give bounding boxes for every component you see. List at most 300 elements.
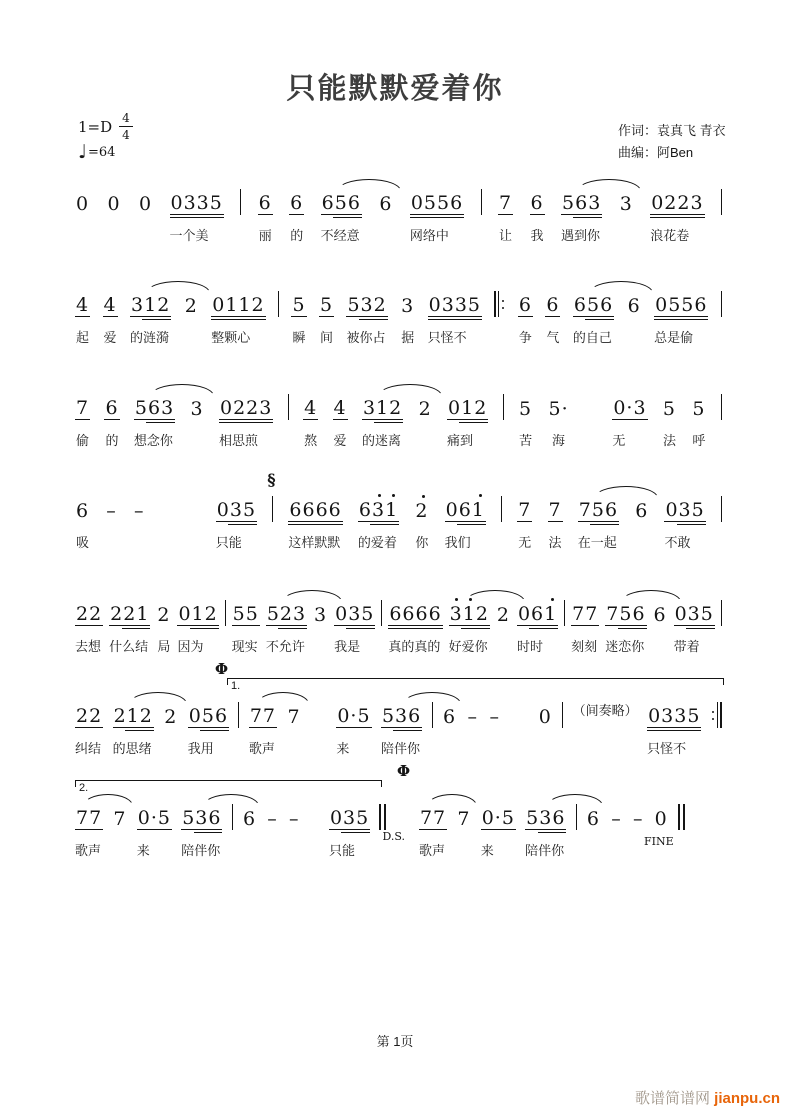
coda-icon: Φ (397, 762, 411, 780)
note-digits: 035 (665, 499, 705, 521)
note-token (647, 705, 701, 756)
lyric-text: 想念你 (133, 433, 173, 448)
second-underline (459, 422, 488, 423)
watermark (635, 1087, 780, 1108)
note-token (357, 499, 399, 550)
note-digits: 0 (139, 193, 153, 215)
spacer (510, 727, 528, 728)
lyric-text: 相思煎 (218, 433, 258, 448)
note-token (75, 397, 90, 448)
volta-label: 2. (79, 782, 89, 794)
lyric-text: 局 (157, 639, 171, 654)
double-barline (379, 804, 406, 843)
note-digits: 0 (538, 706, 552, 728)
note-token (498, 192, 513, 243)
lyric-text: 爱 (103, 330, 117, 345)
note-token (286, 706, 301, 728)
note-token (577, 499, 619, 550)
note-token (190, 398, 205, 420)
note-digits: 4 (333, 397, 347, 419)
octave-dot-above (422, 495, 425, 498)
second-underline (346, 628, 375, 629)
note-token (133, 397, 175, 448)
second-underline (142, 319, 171, 320)
credits-block (618, 120, 726, 164)
lyric-text: 因为 (177, 639, 204, 654)
notes-row (75, 285, 722, 345)
note-token (467, 706, 480, 728)
note-digits: 656 (321, 192, 361, 214)
second-underline (122, 628, 151, 629)
note-digits: 012 (178, 603, 218, 625)
note-token (291, 294, 306, 345)
lyric-text: 这样默默 (288, 535, 341, 550)
note-digits: 7 (457, 808, 471, 830)
note-digits: 656 (573, 294, 614, 316)
lyric-text: 时时 (516, 639, 543, 654)
lyric-text: 现实 (231, 639, 258, 654)
note-digits: 312 (131, 294, 171, 316)
note-digits: 056 (188, 705, 229, 727)
lyric-text: 呼 (692, 433, 706, 448)
second-underline (654, 319, 708, 320)
note-digits: 6 (443, 706, 457, 728)
note-token (163, 706, 178, 728)
note-digits: 0·5 (337, 705, 371, 727)
note-token (288, 499, 342, 550)
lyric-text: 的迷离 (361, 433, 401, 448)
note-digits: 221 (110, 603, 150, 625)
note-token (418, 807, 447, 858)
second-underline (457, 524, 486, 525)
lyric-text: 整颗心 (211, 330, 251, 345)
note-digits: 536 (526, 807, 566, 829)
note-digits: 3 (314, 604, 328, 626)
note-digits: 3 (401, 295, 415, 317)
second-underline (200, 730, 229, 731)
time-denominator: 4 (122, 128, 130, 142)
note-token (346, 294, 387, 345)
note-token (488, 706, 501, 728)
second-underline (677, 524, 706, 525)
watermark-domain-link[interactable]: jianpu.cn (714, 1090, 780, 1107)
note-digits: 061 (517, 603, 558, 625)
note-digits: 6 (105, 397, 119, 419)
lyric-text: 来 (336, 741, 350, 756)
second-underline (461, 628, 490, 629)
note-digits: 6666 (389, 603, 442, 625)
note-token (548, 499, 563, 550)
second-underline (146, 422, 175, 423)
note-digits: 523 (266, 603, 307, 625)
note-digits: 4 (103, 294, 117, 316)
barline (267, 470, 276, 522)
note-token (409, 192, 464, 243)
segno-icon: § (267, 470, 276, 489)
note-token (258, 192, 273, 243)
barline (240, 189, 241, 215)
spacer (310, 829, 320, 830)
second-underline (370, 524, 399, 525)
slur-arc (282, 590, 342, 602)
note-token (444, 499, 486, 550)
lyric-text: 法 (662, 433, 676, 448)
lyric-text: 只能 (328, 843, 355, 858)
note-token (610, 808, 623, 830)
lyric-text: 去想 (75, 639, 102, 654)
note-digits: 6 (76, 500, 90, 522)
lyric-text: 的爱着 (357, 535, 397, 550)
repeat-end-barline (711, 702, 722, 728)
second-underline (618, 628, 647, 629)
note-digits: 631 (358, 499, 399, 521)
second-underline (410, 217, 464, 218)
barline (381, 600, 382, 626)
second-underline (341, 832, 370, 833)
lyric-text: 的涟漪 (130, 330, 170, 345)
note-token (525, 807, 566, 858)
note-token (103, 294, 118, 345)
second-underline (333, 217, 362, 218)
note-token (288, 808, 301, 830)
note-token (184, 295, 199, 317)
note-token (496, 604, 511, 626)
lyric-text: 陪伴你 (380, 741, 420, 756)
note-digits: 6 (290, 192, 304, 214)
lyric-text: 陪伴你 (525, 843, 565, 858)
score-line (75, 762, 685, 858)
note-token (75, 603, 103, 654)
lyric-text: 我是 (334, 639, 361, 654)
second-underline (538, 832, 567, 833)
lyric-text: 痛到 (447, 433, 474, 448)
lyric-text: 丽 (258, 228, 272, 243)
note-digits: 7 (499, 192, 513, 214)
score-line (75, 660, 722, 756)
note-digits: 532 (347, 294, 387, 316)
note-token (266, 808, 279, 830)
lyric-text: 爱 (333, 433, 347, 448)
key-signature: 1=D (78, 117, 113, 136)
note-token (211, 294, 265, 345)
note-token (136, 807, 172, 858)
lyric-text: 无 (518, 535, 532, 550)
note-token (653, 604, 668, 626)
note-digits: – (289, 808, 300, 830)
note-token (336, 705, 371, 756)
note-digits: 2 (164, 706, 178, 728)
slur-arc (589, 281, 653, 293)
volta-bracket (75, 780, 382, 794)
note-token (138, 193, 153, 215)
tempo-marking (78, 143, 133, 161)
octave-dot-above (378, 494, 381, 497)
note-digits: 563 (134, 397, 175, 419)
note-token (414, 500, 429, 550)
lyric-text: 在一起 (577, 535, 617, 550)
note-token (605, 603, 646, 654)
note-token (333, 397, 348, 448)
note-digits: 7 (76, 397, 90, 419)
slur-arc (594, 486, 658, 498)
lyric-text: 无 (612, 433, 626, 448)
second-underline (359, 319, 388, 320)
note-token (418, 398, 433, 420)
lyric-text: 不敢 (664, 535, 691, 550)
interlude-label: （间奏略） (572, 702, 638, 718)
octave-dot-above (551, 598, 554, 601)
score-line (75, 183, 722, 243)
note-token (319, 294, 334, 345)
note-token (627, 295, 642, 317)
slur-arc (337, 179, 401, 191)
second-underline (278, 628, 307, 629)
note-digits: 212 (113, 705, 153, 727)
note-digits: 6 (242, 808, 257, 830)
note-digits: 536 (182, 807, 222, 829)
lyric-text: 苦 (519, 433, 533, 448)
note-digits: 5 (319, 294, 334, 316)
spacer (311, 727, 327, 728)
note-digits: – (133, 500, 145, 522)
note-digits: 3 (619, 193, 633, 215)
note-digits: – (632, 808, 644, 830)
barline (481, 189, 482, 215)
note-digits: 7 (113, 808, 127, 830)
note-token (664, 499, 705, 550)
note-token (634, 500, 649, 522)
note-digits: 0·5 (137, 807, 171, 829)
note-token (75, 807, 103, 858)
barline (238, 702, 239, 728)
notes-row (75, 798, 685, 858)
note-token (215, 499, 257, 550)
lyric-text: 浪花卷 (650, 228, 690, 243)
coda-icon: Φ (215, 660, 229, 678)
lyricist-credit: 作词：袁真飞 青衣 (618, 123, 726, 138)
note-token (303, 397, 318, 448)
barline (432, 702, 433, 728)
second-underline (650, 217, 704, 218)
second-underline (388, 628, 442, 629)
second-underline (590, 524, 619, 525)
lyric-text: 一个美 (169, 228, 209, 243)
lyric-text: 真的真的 (388, 639, 441, 654)
octave-dot-above (392, 494, 395, 497)
spacer (161, 521, 201, 522)
note-token (75, 705, 103, 756)
note-digits: 6 (530, 192, 544, 214)
second-underline (194, 832, 223, 833)
lyric-text: 的 (105, 433, 119, 448)
lyric-text: 纠结 (75, 741, 102, 756)
second-underline (125, 730, 154, 731)
note-token (177, 603, 218, 654)
note-token (156, 604, 171, 654)
note-token (650, 192, 704, 243)
second-underline (428, 319, 482, 320)
note-digits: 2 (157, 604, 171, 626)
notes-row (75, 470, 722, 550)
volta-bracket (227, 678, 724, 692)
second-underline (170, 217, 224, 218)
note-digits: 7 (287, 706, 301, 728)
note-digits: 0556 (410, 192, 464, 214)
note-digits: 756 (606, 603, 646, 625)
note-token (518, 294, 533, 345)
note-token (691, 398, 706, 448)
note-token (361, 397, 403, 448)
barline (576, 804, 577, 830)
note-digits: 756 (578, 499, 619, 521)
time-signature (119, 112, 133, 141)
note-digits: 012 (448, 397, 488, 419)
note-token (456, 808, 471, 830)
slur-arc (427, 794, 477, 806)
barline (225, 600, 226, 626)
second-underline (573, 217, 602, 218)
lyric-text: 来 (480, 843, 494, 858)
note-token (632, 808, 645, 830)
note-token (572, 294, 614, 345)
note-digits: 22 (76, 603, 103, 625)
barline (721, 291, 722, 317)
lyric-text: 熬 (304, 433, 318, 448)
watermark-site-name: 歌谱简谱网 (634, 1090, 715, 1107)
lyric-text: 好爱你 (448, 639, 488, 654)
score-line (75, 470, 722, 550)
lyric-text: 带着 (673, 639, 700, 654)
note-digits: 22 (76, 705, 103, 727)
note-digits: – (467, 706, 479, 728)
note-digits: 2 (418, 398, 432, 420)
second-underline (190, 628, 219, 629)
lyric-text: 不允许 (265, 639, 305, 654)
note-token (388, 603, 442, 654)
note-token (517, 499, 532, 550)
note-digits: 563 (562, 192, 602, 214)
note-digits: 55 (232, 603, 259, 625)
lyric-text: 的思绪 (112, 741, 152, 756)
note-digits: 0 (654, 808, 668, 830)
note-token (320, 192, 362, 243)
note-token (480, 807, 516, 858)
slur-arc (378, 384, 442, 396)
note-token (380, 705, 422, 756)
note-digits: 3 (190, 398, 204, 420)
barline (232, 804, 233, 830)
barline (278, 291, 279, 317)
note-digits: 4 (304, 397, 318, 419)
note-token (516, 603, 558, 654)
lyric-text: 只怪不 (427, 330, 467, 345)
note-token (231, 603, 260, 654)
note-digits: 0335 (428, 294, 482, 316)
note-digits: 0556 (655, 294, 708, 316)
note-digits: 035 (216, 499, 257, 521)
lyric-text: 你 (415, 535, 429, 550)
note-digits: – (106, 500, 117, 522)
note-token (313, 604, 328, 626)
note-digits: 6 (627, 295, 641, 317)
note-token (447, 397, 488, 448)
lyric-text: 让 (499, 228, 513, 243)
lyric-text: 我用 (187, 741, 214, 756)
lyric-text: 遇到你 (561, 228, 601, 243)
second-underline (686, 628, 715, 629)
lyric-text: 争 (518, 330, 532, 345)
composer-credit: 曲编：阿Ben (618, 145, 694, 160)
lyric-text: 来 (136, 843, 150, 858)
note-token (75, 294, 90, 345)
note-token (442, 706, 457, 728)
note-digits: 0335 (648, 705, 701, 727)
lyric-text: 吸 (76, 535, 90, 550)
note-digits: 0112 (212, 294, 265, 316)
note-token (218, 397, 273, 448)
note-digits: 0·3 (613, 397, 647, 419)
ds-label: D.S. (382, 830, 406, 843)
note-token (289, 192, 304, 243)
lyric-text: 网络中 (409, 228, 449, 243)
lyric-text: 歌声 (418, 843, 445, 858)
repeat-start-barline (494, 291, 505, 317)
note-digits: 0·5 (481, 807, 515, 829)
notes-row (75, 696, 722, 756)
barline (721, 600, 722, 626)
note-token (654, 294, 708, 345)
note-digits: 0 (107, 193, 121, 215)
note-token (547, 398, 569, 448)
lyric-text: 总是偷 (654, 330, 694, 345)
note-digits: 77 (572, 603, 599, 625)
note-token (561, 192, 602, 243)
note-token (334, 603, 375, 654)
note-token (112, 705, 154, 756)
note-digits: 6 (379, 193, 393, 215)
note-token (619, 193, 634, 215)
spacer (584, 419, 598, 420)
slur-arc (465, 590, 525, 602)
note-token (448, 603, 490, 654)
note-digits: 5 (519, 398, 533, 420)
slur-arc (577, 179, 641, 191)
barline (501, 496, 502, 522)
note-token (530, 192, 545, 243)
note-token (109, 603, 150, 654)
note-digits: 77 (419, 807, 447, 829)
key-tempo-block (78, 112, 133, 161)
barline (721, 496, 722, 522)
note-digits: 2 (496, 604, 510, 626)
note-token (427, 294, 482, 345)
lyric-text: 只能 (215, 535, 242, 550)
note-token (75, 500, 90, 550)
note-token (400, 295, 415, 345)
note-token (328, 807, 370, 858)
note-token (545, 294, 560, 345)
score-line (75, 285, 722, 345)
second-underline (228, 524, 257, 525)
lyric-text: 被你占 (346, 330, 386, 345)
lyric-text: 我们 (444, 535, 471, 550)
lyric-text: 刻刻 (571, 639, 598, 654)
second-underline (647, 730, 701, 731)
octave-dot-above (479, 494, 482, 497)
barline (564, 600, 565, 626)
note-digits: 7 (518, 499, 532, 521)
note-token (612, 397, 647, 448)
